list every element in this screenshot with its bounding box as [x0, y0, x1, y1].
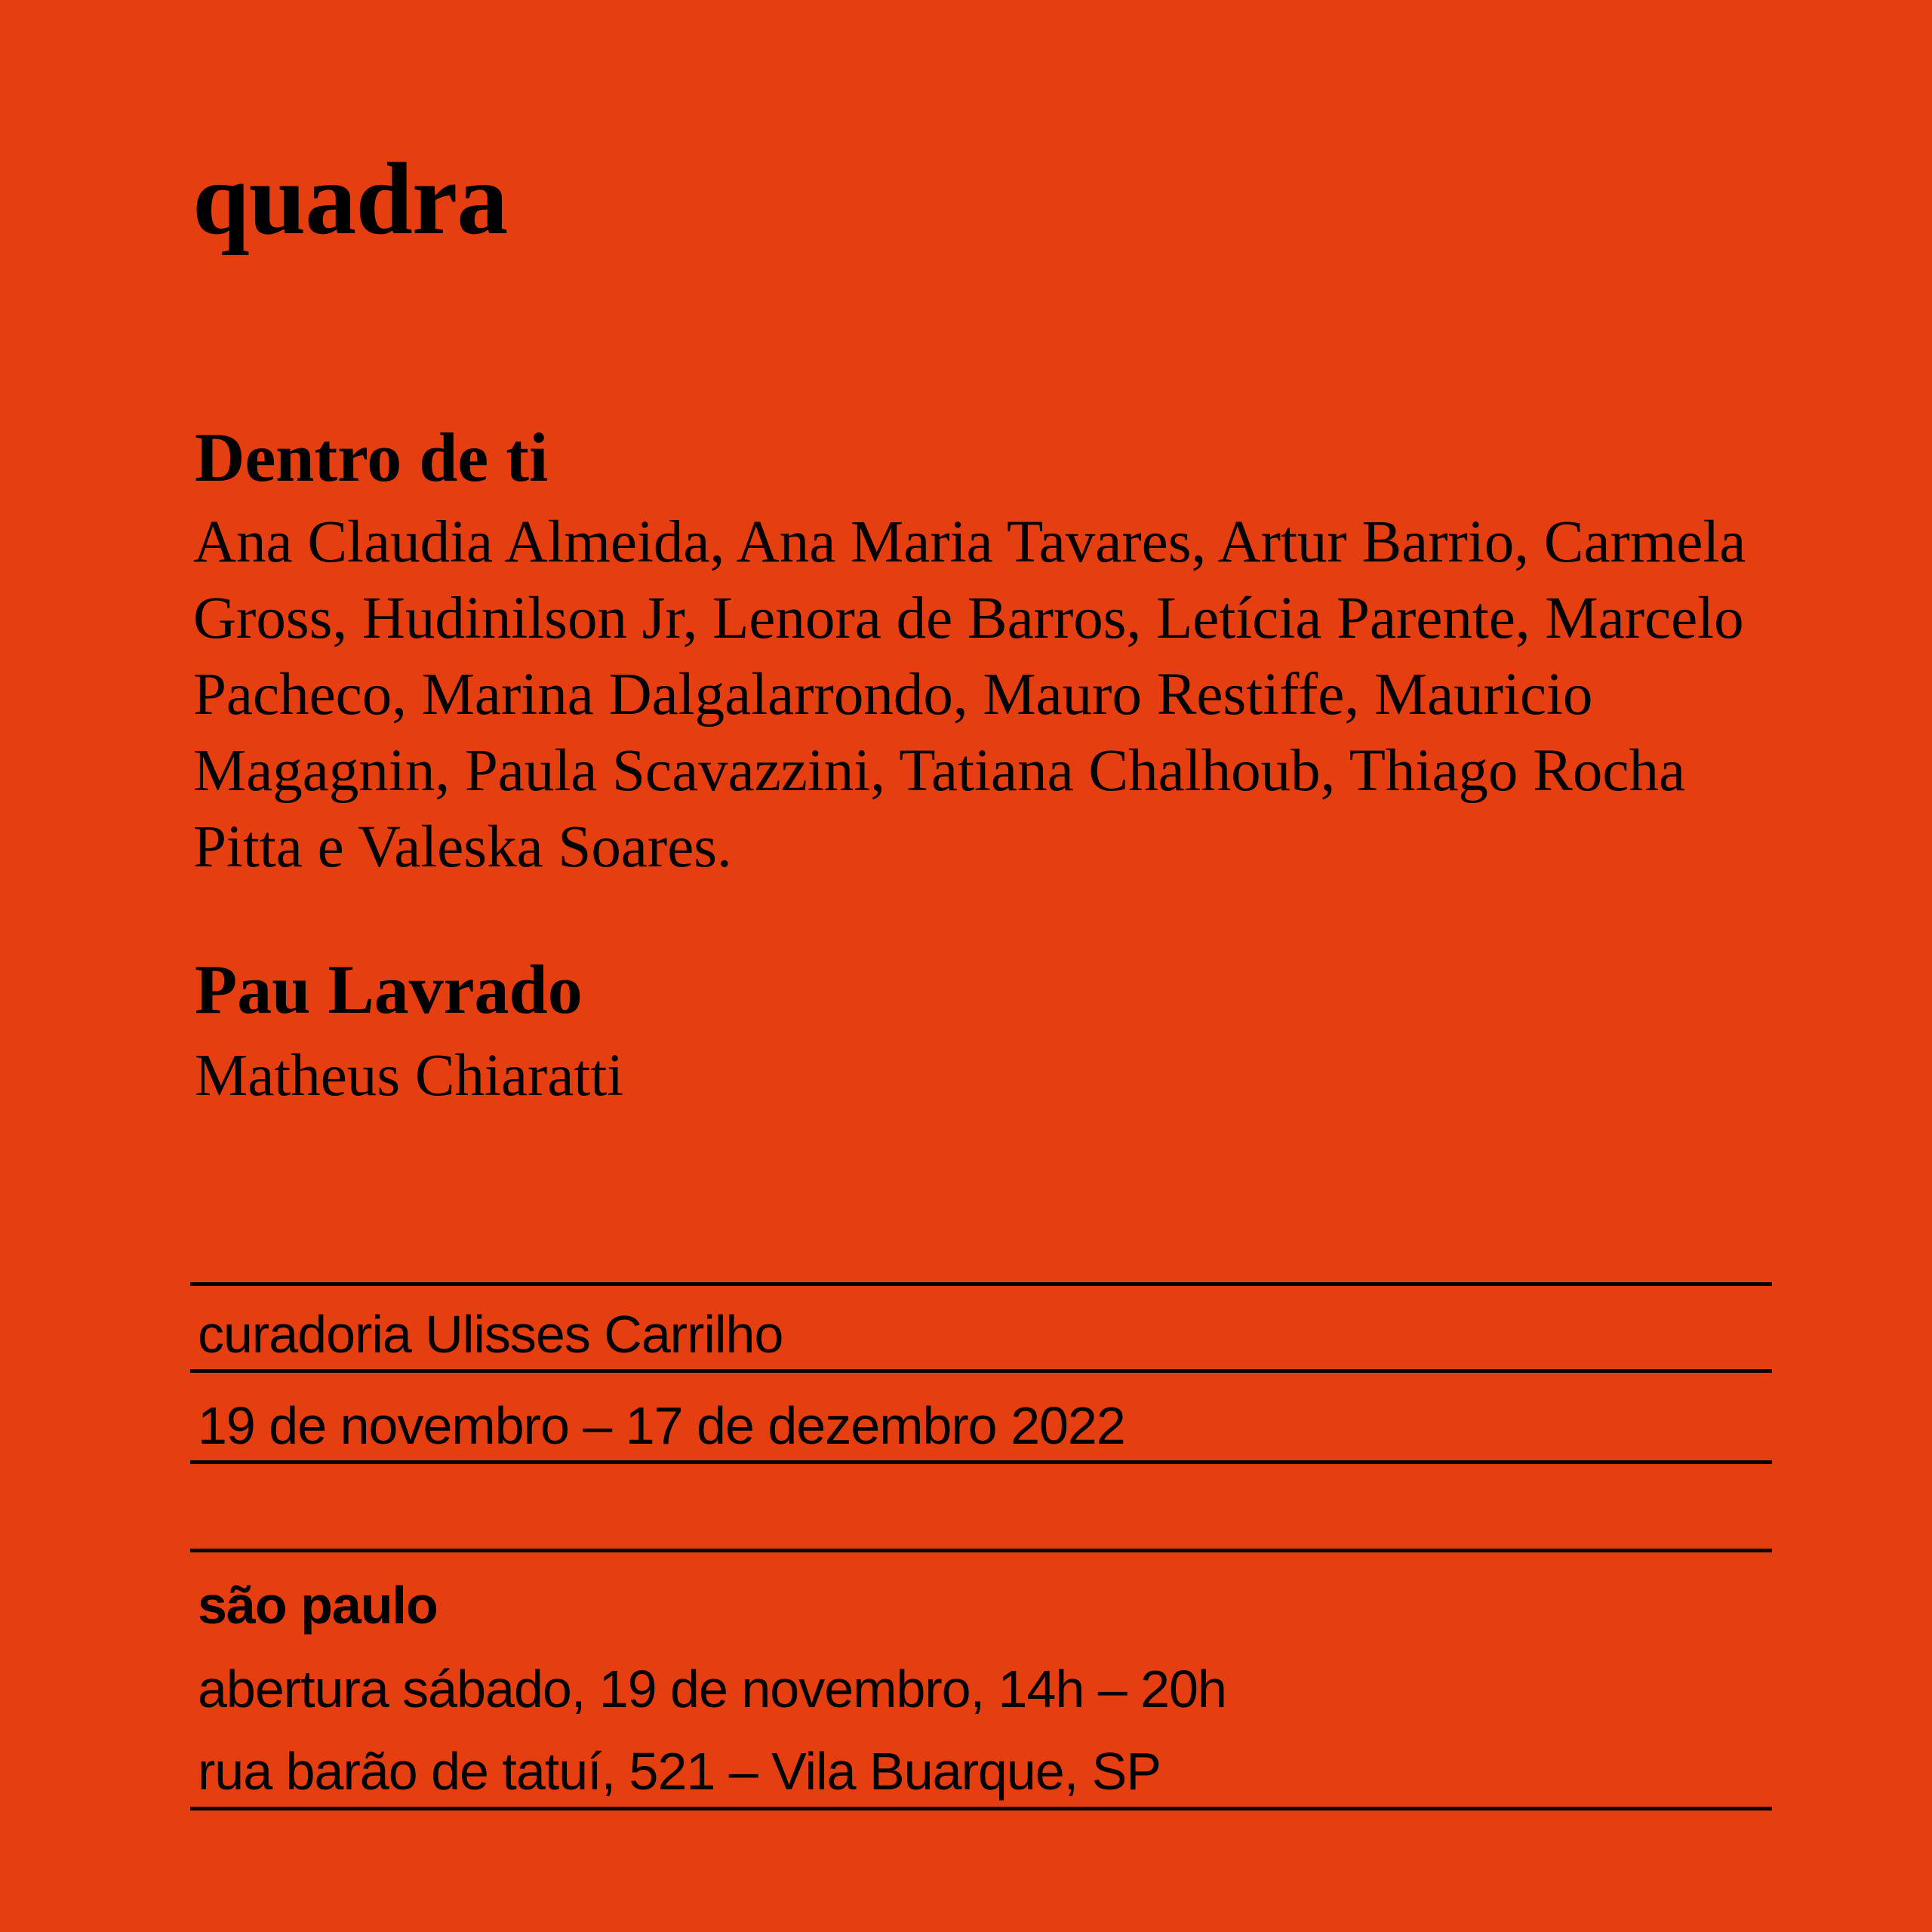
exhibition-artist: Matheus Chiaratti — [195, 1043, 624, 1109]
divider-bottom — [190, 1807, 1772, 1810]
gallery-logo: quadra — [192, 143, 508, 256]
divider-dates-bottom — [190, 1460, 1772, 1464]
city-label: são paulo — [198, 1576, 438, 1635]
divider-location-top — [190, 1549, 1772, 1552]
exhibition-title-dentro-de-ti: Dentro de ti — [195, 419, 549, 496]
curator-line: curadoria Ulisses Carrilho — [198, 1305, 783, 1364]
exhibition-title-pau-lavrado: Pau Lavrado — [195, 951, 583, 1028]
divider-top — [190, 1282, 1772, 1286]
exhibition-artists-list: Ana Claudia Almeida, Ana Maria Tavares, Artur Barrio, Carmela Gross, Hudinilson Jr, Lenora de Barros, Letícia Parente, Marcelo Pacheco, Marina Dalgalarrondo, Mauro Restiffe, Mauricio Magagnin, Paula Scavazzini, Tatiana Chalhoub, Thiago Rocha Pitta e Valeska Soares. — [193, 509, 1746, 880]
opening-info: abertura sábado, 19 de novembro, 14h – 20h — [198, 1660, 1226, 1718]
address: rua barão de tatuí, 521 – Vila Buarque, SP — [198, 1742, 1161, 1801]
exhibition-dates: 19 de novembro – 17 de dezembro 2022 — [198, 1396, 1125, 1455]
divider-middle — [190, 1369, 1772, 1373]
